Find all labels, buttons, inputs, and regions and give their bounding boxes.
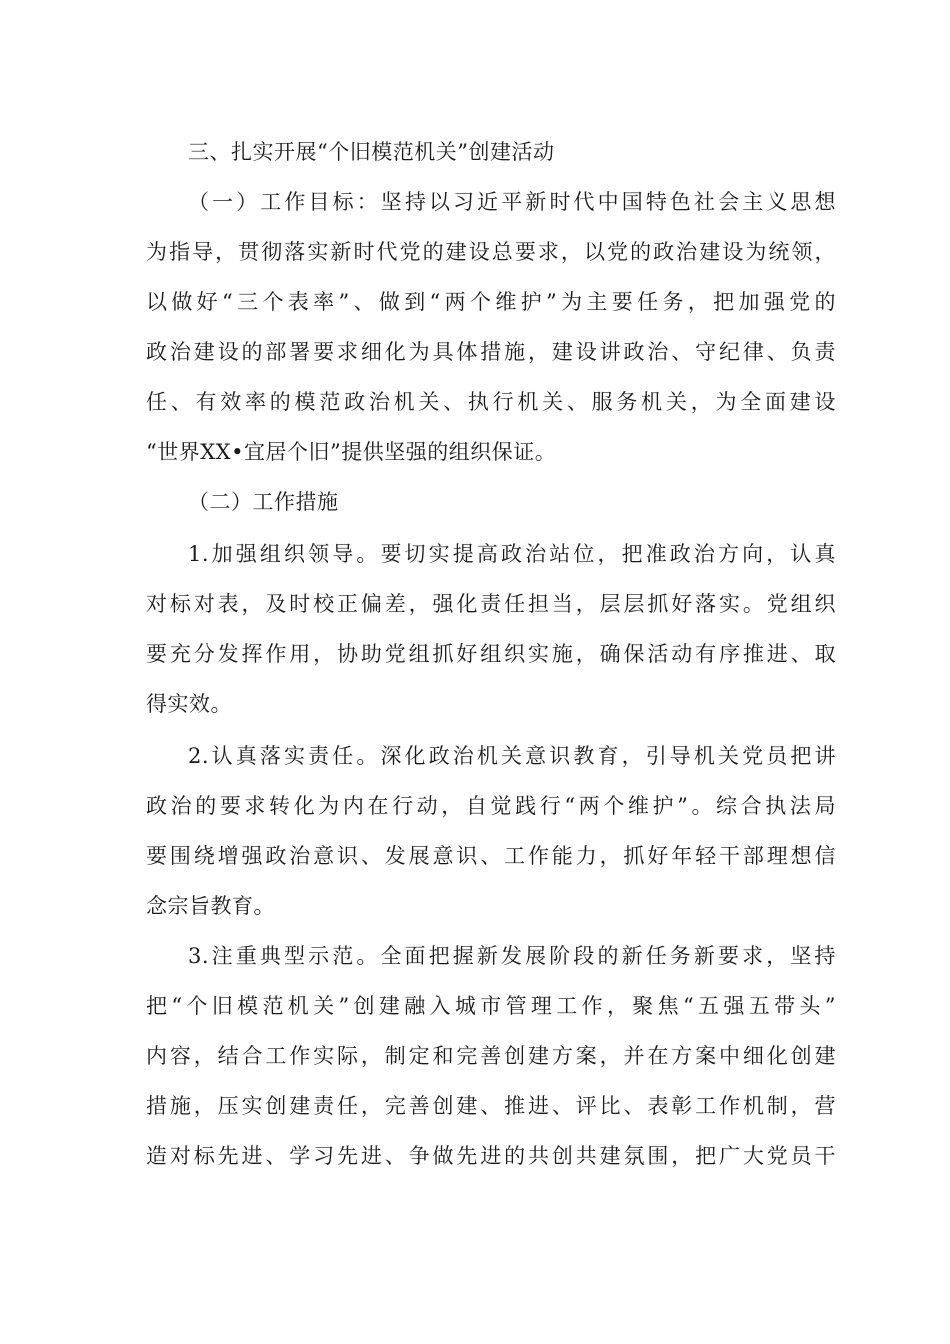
goal-line-6: “世界XX•宜居个旧”提供坚强的组织保证。 xyxy=(146,440,557,464)
goal-line-2: 为指导，贯彻落实新时代党的建设总要求，以党的政治建设为统领， xyxy=(146,240,836,264)
item1-line-1: 1.加强组织领导。要切实提高政治站位，把准政治方向，认真 xyxy=(188,542,836,566)
item1-line-4: 得实效。 xyxy=(146,692,232,716)
item2-line-2: 政治的要求转化为内在行动，自觉践行“两个维护”。综合执法局 xyxy=(146,794,836,818)
goal-line-5: 任、有效率的模范政治机关、执行机关、服务机关，为全面建设 xyxy=(146,390,836,414)
item1-line-3: 要充分发挥作用，协助党组抓好组织实施，确保活动有序推进、取 xyxy=(146,642,836,666)
item1-line-2: 对标对表，及时校正偏差，强化责任担当，层层抓好落实。党组织 xyxy=(146,592,836,616)
item3-line-5: 造对标先进、学习先进、争做先进的共创共建氛围，把广大党员干 xyxy=(146,1144,836,1168)
item3-line-2: 把“个旧模范机关”创建融入城市管理工作，聚焦“五强五带头” xyxy=(146,994,836,1018)
goal-line-3: 以做好“三个表率”、做到“两个维护”为主要任务，把加强党的 xyxy=(146,290,836,314)
section-heading: 三、扎实开展“个旧模范机关”创建活动 xyxy=(188,140,555,164)
item2-line-4: 念宗旨教育。 xyxy=(146,894,275,918)
item2-line-1: 2.认真落实责任。深化政治机关意识教育，引导机关党员把讲 xyxy=(188,744,836,768)
item3-line-1: 3.注重典型示范。全面把握新发展阶段的新任务新要求，坚持 xyxy=(188,944,836,968)
item3-line-3: 内容，结合工作实际，制定和完善创建方案，并在方案中细化创建 xyxy=(146,1044,836,1068)
goal-line-1: （一）工作目标：坚持以习近平新时代中国特色社会主义思想 xyxy=(188,190,836,214)
item2-line-3: 要围绕增强政治意识、发展意识、工作能力，抓好年轻干部理想信 xyxy=(146,844,836,868)
measures-heading: （二）工作措施 xyxy=(188,490,339,514)
goal-line-4: 政治建设的部署要求细化为具体措施，建设讲政治、守纪律、负责 xyxy=(146,340,836,364)
item3-line-4: 措施，压实创建责任，完善创建、推进、评比、表彰工作机制，营 xyxy=(146,1094,836,1118)
